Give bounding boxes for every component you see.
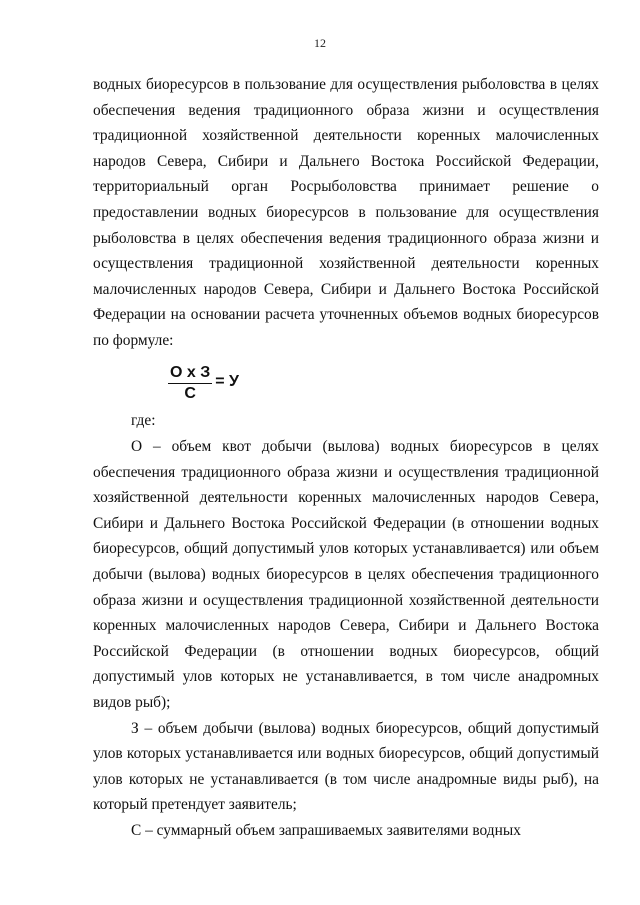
where-label: где: xyxy=(131,412,156,429)
formula-fraction xyxy=(168,363,212,404)
definition-c: С – суммарный объем запрашиваемых заявителями водных xyxy=(131,821,521,839)
paragraph-intro: водных биоресурсов в пользование для осуществления рыболовства в целях обеспечения ведения традиционного образа жизни и осуществления традиционной хозяйственной деятельности коренных малочисленных народов Севера, Сибири и Дальнего Востока Российской Федерации, территориальный орган Росрыболовства принимает решение о предоставлении водных биоресурсов в пользование для осуществления рыболовства в целях обеспечения ведения традиционного образа жизни и осуществления традиционной хозяйственной деятельности коренных малочисленных народов Севера, Сибири и Дальнего Востока Российской Федерации на основании расчета уточненных объемов водных биоресурсов по формуле: xyxy=(93,76,599,349)
page-number: 12 xyxy=(314,36,326,50)
formula-result: = У xyxy=(215,373,240,390)
definition-o: О – объем квот добычи (вылова) водных биоресурсов в целях обеспечения традиционного образа жизни и осуществления традиционной хозяйственной деятельности коренных малочисленных народов Севера, Сибири и Дальнего Востока Российской Федерации (в отношении водных биоресурсов, общий допустимый улов которых устанавливается) или объем добычи (вылова) водных биоресурсов в целях обеспечения традиционного образа жизни и осуществления традиционной хозяйственной деятельности коренных малочисленных народов Севера, Сибири и Дальнего Востока Российской Федерации (в отношении водных биоресурсов, общий допустимый улов которых не устанавливается, в том числе анадромных видов рыб); xyxy=(93,438,599,711)
formula-denominator: С xyxy=(184,384,196,402)
formula-numerator: О x З xyxy=(168,363,212,384)
formula xyxy=(168,360,239,406)
definition-z: З – объем добычи (вылова) водных биоресурсов, общий допустимый улов которых устанавливается или водных биоресурсов, общий допустимый улов которых не устанавливается (в том числе анадромные виды рыб), на который претендует заявитель; xyxy=(93,719,599,814)
definitions-block xyxy=(93,434,599,844)
